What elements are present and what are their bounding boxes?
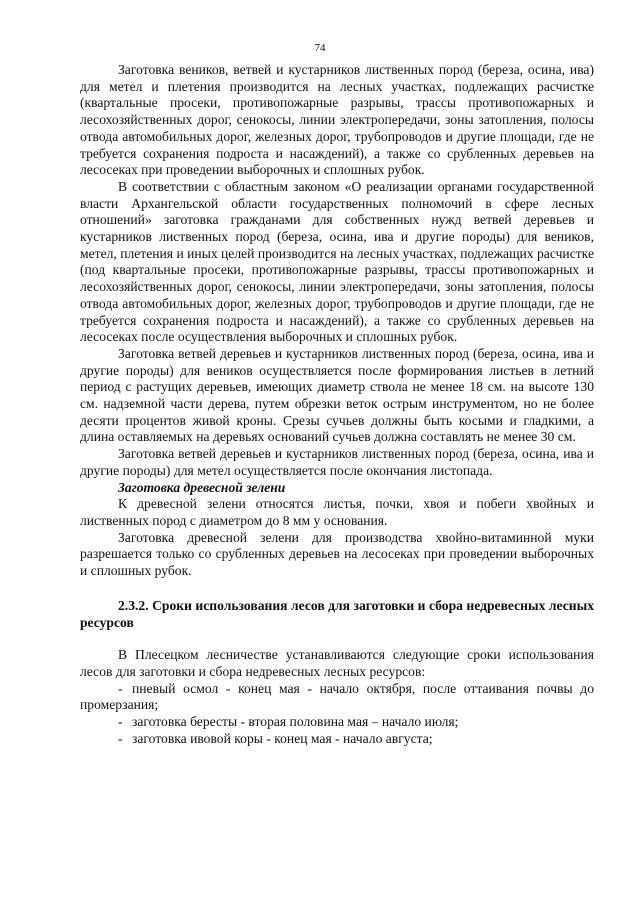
section-heading: 2.3.2. Сроки использования лесов для заготовки и сбора недревесных лесных ресурсов xyxy=(80,597,594,630)
subsection-title: Заготовка древесной зелени xyxy=(118,479,286,495)
section-intro: В Плесецком лесничестве устанавливаются следующие сроки использования лесов для заготовки и сбора недревесных лесных ресурсов: xyxy=(80,647,594,679)
paragraph-regional-law: В соответствии с областным законом «О реализации органами государственной власти Архангельской области государственных полномочий в сфере лесных отношений» заготовка гражданами для собственных нужд ветвей деревьев и кустарников лиственных пород (береза, осина, ива и другие породы) для веников, метел, плетения и иных целей производится на лесных участках, подлежащих расчистке (под квартальные просеки, противопожарные разрывы, трассы противопожарных и лесохозяйственных дорог, сенокосы, линии электропередачи, зоны затопления, полосы отвода автомобильных дорог, железных дорог, трубопроводов и другие площади, где не требуется сохранения подроста и насаждений), а также со срубленных деревьев на лесосеках после осуществления выборочных и сплошных рубок. xyxy=(80,178,594,345)
page-content xyxy=(80,62,594,747)
terms-list xyxy=(80,681,594,748)
list-item: - пневый осмол - конец мая - начало октября, после оттаивания почвы до промерзания; xyxy=(80,680,594,713)
list-dash: - xyxy=(118,680,123,696)
list-item: - заготовка ивовой коры - конец мая - начало августа; xyxy=(118,730,433,746)
page-number: 74 xyxy=(314,42,326,54)
list-dash: - xyxy=(118,714,123,730)
paragraph-brooms-harvest: Заготовка веников, ветвей и кустарников лиственных пород (береза, осина, ива) для метел и плетения производится на лесных участках, подлежащих расчистке (квартальные просеки, противопожарные разрывы, трассы противопожарных и лесохозяйственных дорог, сенокосы, линии электропередачи, зоны затопления, полосы отвода автомобильных дорог, железных дорог, трубопроводов и другие площади, где не требуется сохранения подроста и насаждений), а также со срубленных деревьев на лесосеках при проведении выборочных и сплошных рубок. xyxy=(80,62,594,178)
paragraph-greenery-flour: Заготовка древесной зелени для производства хвойно-витаминной муки разрешается только со срубленных деревьев на лесосеках при проведении выборочных и сплошных рубок. xyxy=(80,529,594,579)
list-dash: - xyxy=(118,730,123,746)
paragraph-greenery-definition: К древесной зелени относятся листья, почки, хвоя и побеги хвойных и лиственных пород с диаметром до 8 мм у основания. xyxy=(80,496,594,528)
paragraph-brooms-technique: Заготовка ветвей деревьев и кустарников лиственных пород (береза, осина, ива и другие породы) для веников осуществляется после формирования листьев в летний период с растущих деревьев, имеющих диаметр ствола не менее 18 см. на высоте 130 см. надземной части дерева, путем обрезки веток острым инструментом, но не более десяти процентов живой кроны. Срезы сучьев должны быть косыми и гладкими, а длина оставляемых на деревьях оснований сучьев должна составлять не менее 30 см. xyxy=(80,345,594,445)
list-item: - заготовка бересты - вторая половина мая – начало июля; xyxy=(118,714,459,730)
paragraph-besom-timing: Заготовка ветвей деревьев и кустарников лиственных пород (береза, осина, ива и другие породы) для метел осуществляется после окончания листопада. xyxy=(80,446,594,478)
